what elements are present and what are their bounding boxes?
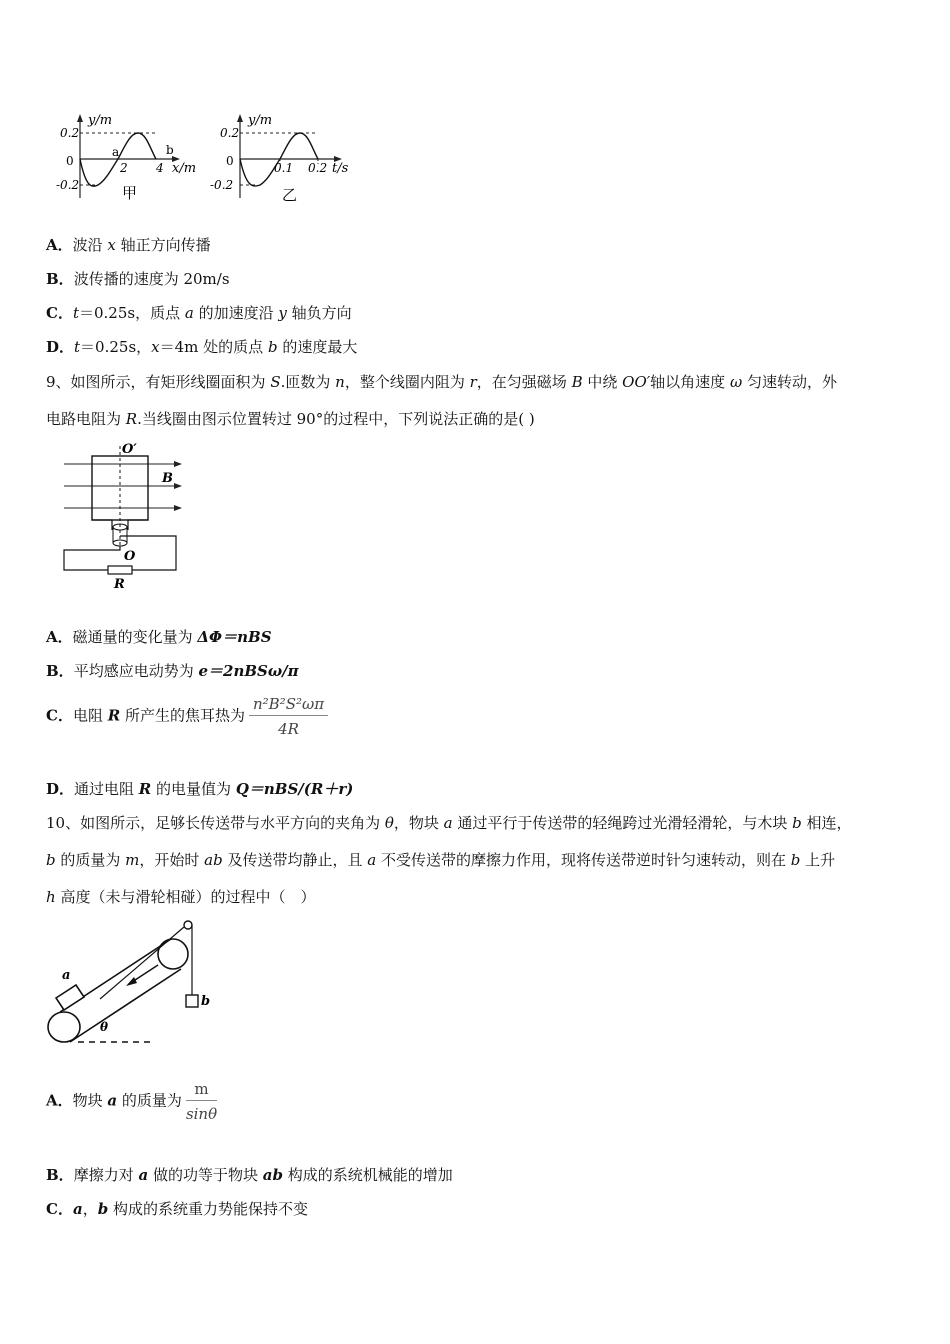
jia-point-b: b <box>166 143 174 157</box>
jia-tick-2: 2 <box>120 161 128 175</box>
q10-option-c: C．a，b 构成的系统重力势能保持不变 <box>46 1200 308 1218</box>
q8-option-d: D．t＝0.25s，x＝4m 处的质点 b 的速度最大 <box>46 338 358 356</box>
yi-zero: 0 <box>226 154 234 168</box>
jia-top-value: 0.2 <box>60 126 80 140</box>
q8-option-a: A．波沿 x 轴正方向传播 <box>46 236 211 254</box>
jia-caption: 甲 <box>122 184 138 202</box>
jia-tick-4: 4 <box>156 161 164 175</box>
wave-graphs-figure <box>50 108 370 208</box>
conveyor-belt-figure <box>40 915 230 1050</box>
q9-stem-line2: 电路电阻为 R.当线圈由图示位置转过 90°的过程中，下列说法正确的是( ) <box>46 410 535 428</box>
wave-graph-jia <box>56 113 196 202</box>
yi-top-value: 0.2 <box>220 126 240 140</box>
jia-bottom-value: -0.2 <box>56 178 80 192</box>
conveyor-angle-theta: θ <box>100 1020 109 1034</box>
wave-graph-yi <box>210 113 349 204</box>
yi-tick-02: 0.2 <box>308 161 328 175</box>
conveyor-block-a-label: a <box>62 968 71 983</box>
q10-stem-line3: h 高度（未与滑轮相碰）的过程中（ ） <box>46 888 316 906</box>
q9-option-b: B．平均感应电动势为 e＝2nBSω/π <box>46 662 299 680</box>
q9-stem-line1: 9、如图所示，有矩形线圈面积为 S.匝数为 n，整个线圈内阻为 r，在匀强磁场 B 中绕 OO′轴以角速度 ω 匀速转动，外 <box>46 373 837 391</box>
coil-axis-o: O <box>124 549 136 564</box>
conveyor-block-b-label: b <box>201 994 211 1009</box>
q9-option-d: D．通过电阻 R 的电量值为 Q＝nBS/(R＋r) <box>46 780 354 798</box>
coil-axis-o-prime: O′ <box>122 442 137 457</box>
yi-bottom-value: -0.2 <box>210 178 234 192</box>
q10-option-a: A．物块 a 的质量为 $\frac{m}{\sin\theta}$ <box>46 1080 218 1123</box>
coil-resistor-r: R <box>114 577 125 592</box>
q10-stem-line1: 10、如图所示，足够长传送带与水平方向的夹角为 θ，物块 a 通过平行于传送带的轻绳跨过光滑轻滑轮，与木块 b 相连， <box>46 814 852 832</box>
q8-option-b: B．波传播的速度为 20m/s <box>46 270 230 288</box>
q10-stem-line2: b 的质量为 m，开始时 ab 及传送带均静止，且 a 不受传送带的摩擦力作用，现将传送带逆时针匀速转动，则在 b 上升 <box>46 851 836 869</box>
yi-y-axis-label: y/m <box>248 113 273 128</box>
jia-x-axis-label: x/m <box>172 161 197 176</box>
jia-y-axis-label: y/m <box>88 113 113 128</box>
jia-zero: 0 <box>66 154 74 168</box>
yi-caption: 乙 <box>282 186 298 204</box>
q9-option-a: A．磁通量的变化量为 ΔΦ＝nBS <box>46 628 272 646</box>
q8-option-c: C．t＝0.25s，质点 a 的加速度沿 y 轴负方向 <box>46 304 352 322</box>
jia-point-a: a <box>112 145 120 159</box>
yi-tick-01: 0.1 <box>274 161 294 175</box>
coil-field-b: B <box>162 471 173 486</box>
yi-t-axis-label: t/s <box>332 161 349 176</box>
coil-in-magnetic-field-figure <box>56 438 196 593</box>
q10-option-b: B．摩擦力对 a 做的功等于物块 ab 构成的系统机械能的增加 <box>46 1166 453 1184</box>
q9-option-c: C．电阻 R 所产生的焦耳热为 $\frac{\text{n²B²S²ωπ}}{4R}$ <box>46 695 328 738</box>
joule-heat-fraction: $\frac{\text{n²B²S²ωπ}}{4R}$ <box>249 695 328 738</box>
mass-fraction: $\frac{m}{\sin\theta}$ <box>185 1080 218 1123</box>
